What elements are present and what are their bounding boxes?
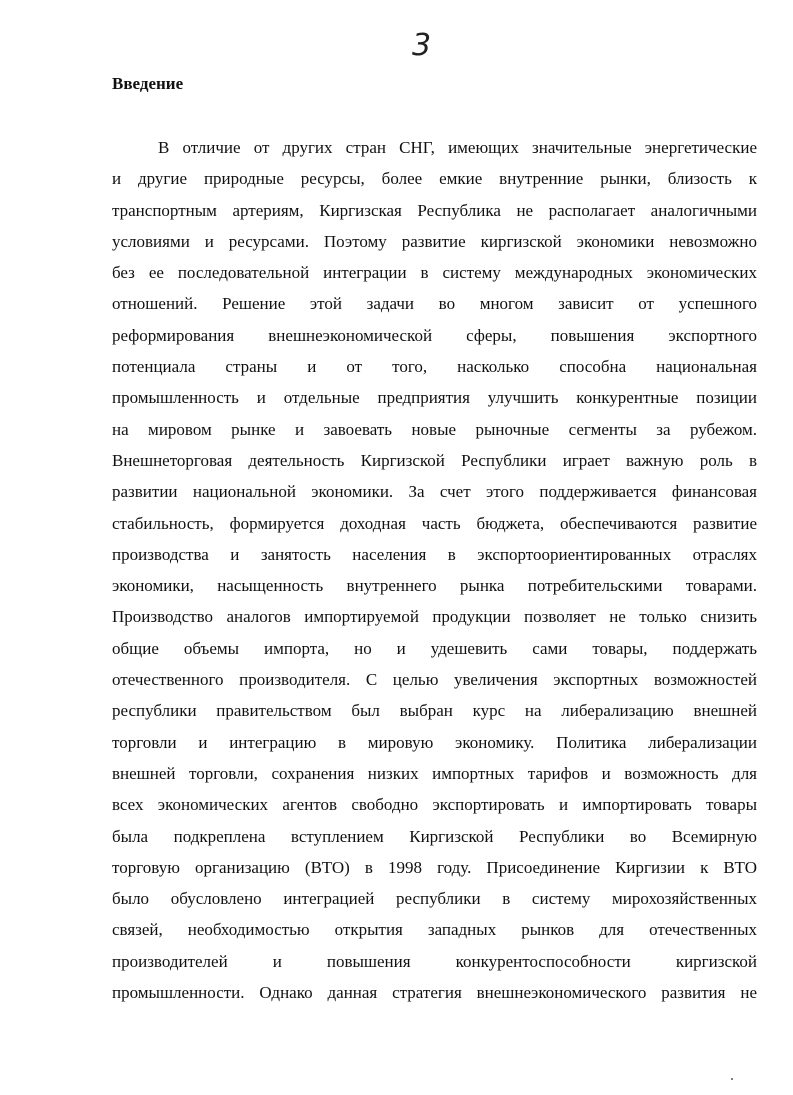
text-line: потенциала страны и от того, насколько способна национальная <box>112 357 757 377</box>
text-line: промышленность и отдельные предприятия улучшить конкурентные позиции <box>112 388 757 408</box>
text-line: внешней торговли, сохранения низких импортных тарифов и возможность для <box>112 763 757 783</box>
text-line: производителей и повышения конкурентоспособности киргизской <box>112 951 757 971</box>
text-line: транспортным артериям, Киргизская Республика не располагает аналогичными <box>112 200 757 220</box>
text-line: стабильность, формируется доходная часть бюджета, обеспечиваются развитие <box>112 513 757 533</box>
text-line: В отличие от других стран СНГ, имеющих значительные энергетические <box>158 138 757 157</box>
text-line: промышленности. Однако данная стратегия внешнеэкономического развития не <box>112 983 757 1003</box>
text-line: условиями и ресурсами. Поэтому развитие киргизской экономики невозможно <box>112 231 757 251</box>
text-line: отношений. Решение этой задачи во многом зависит от успешного <box>112 294 757 314</box>
text-line: была подкреплена вступлением Киргизской Республики во Всемирную <box>112 826 757 846</box>
text-line: реформирования внешнеэкономической сферы, повышения экспортного <box>112 325 757 345</box>
text-line: торговли и интеграцию в мировую экономику. Политика либерализации <box>112 732 757 752</box>
scan-speck <box>731 1078 733 1080</box>
text-line: связей, необходимостью открытия западных рынков для отечественных <box>112 920 757 940</box>
text-line: общие объемы импорта, но и удешевить сами товары, поддержать <box>112 638 757 658</box>
text-line: Производство аналогов импортируемой продукции позволяет не только снизить <box>112 607 757 627</box>
text-line: всех экономических агентов свободно экспортировать и импортировать товары <box>112 795 757 815</box>
text-line: на мировом рынке и завоевать новые рыночные сегменты за рубежом. <box>112 419 757 439</box>
body-paragraph <box>112 136 757 1012</box>
handwritten-page-number: 3 <box>412 28 432 63</box>
text-line: отечественного производителя. С целью увеличения экспортных возможностей <box>112 670 757 690</box>
text-line: экономики, насыщенность внутреннего рынка потребительскими товарами. <box>112 576 757 596</box>
text-line: республики правительством был выбран курс на либерализацию внешней <box>112 701 757 721</box>
section-heading: Введение <box>112 74 184 93</box>
text-line: торговую организацию (ВТО) в 1998 году. Присоединение Киргизии к ВТО <box>112 857 757 877</box>
text-line: Внешнеторговая деятельность Киргизской Республики играет важную роль в <box>112 450 757 470</box>
text-line: производства и занятость населения в экспортоориентированных отраслях <box>112 544 757 564</box>
text-line: было обусловлено интеграцией республики в систему мирохозяйственных <box>112 889 757 909</box>
text-line: без ее последовательной интеграции в систему международных экономических <box>112 263 757 283</box>
text-line: развитии национальной экономики. За счет этого поддерживается финансовая <box>112 482 757 502</box>
text-line: и другие природные ресурсы, более емкие внутренние рынки, близость к <box>112 169 757 189</box>
